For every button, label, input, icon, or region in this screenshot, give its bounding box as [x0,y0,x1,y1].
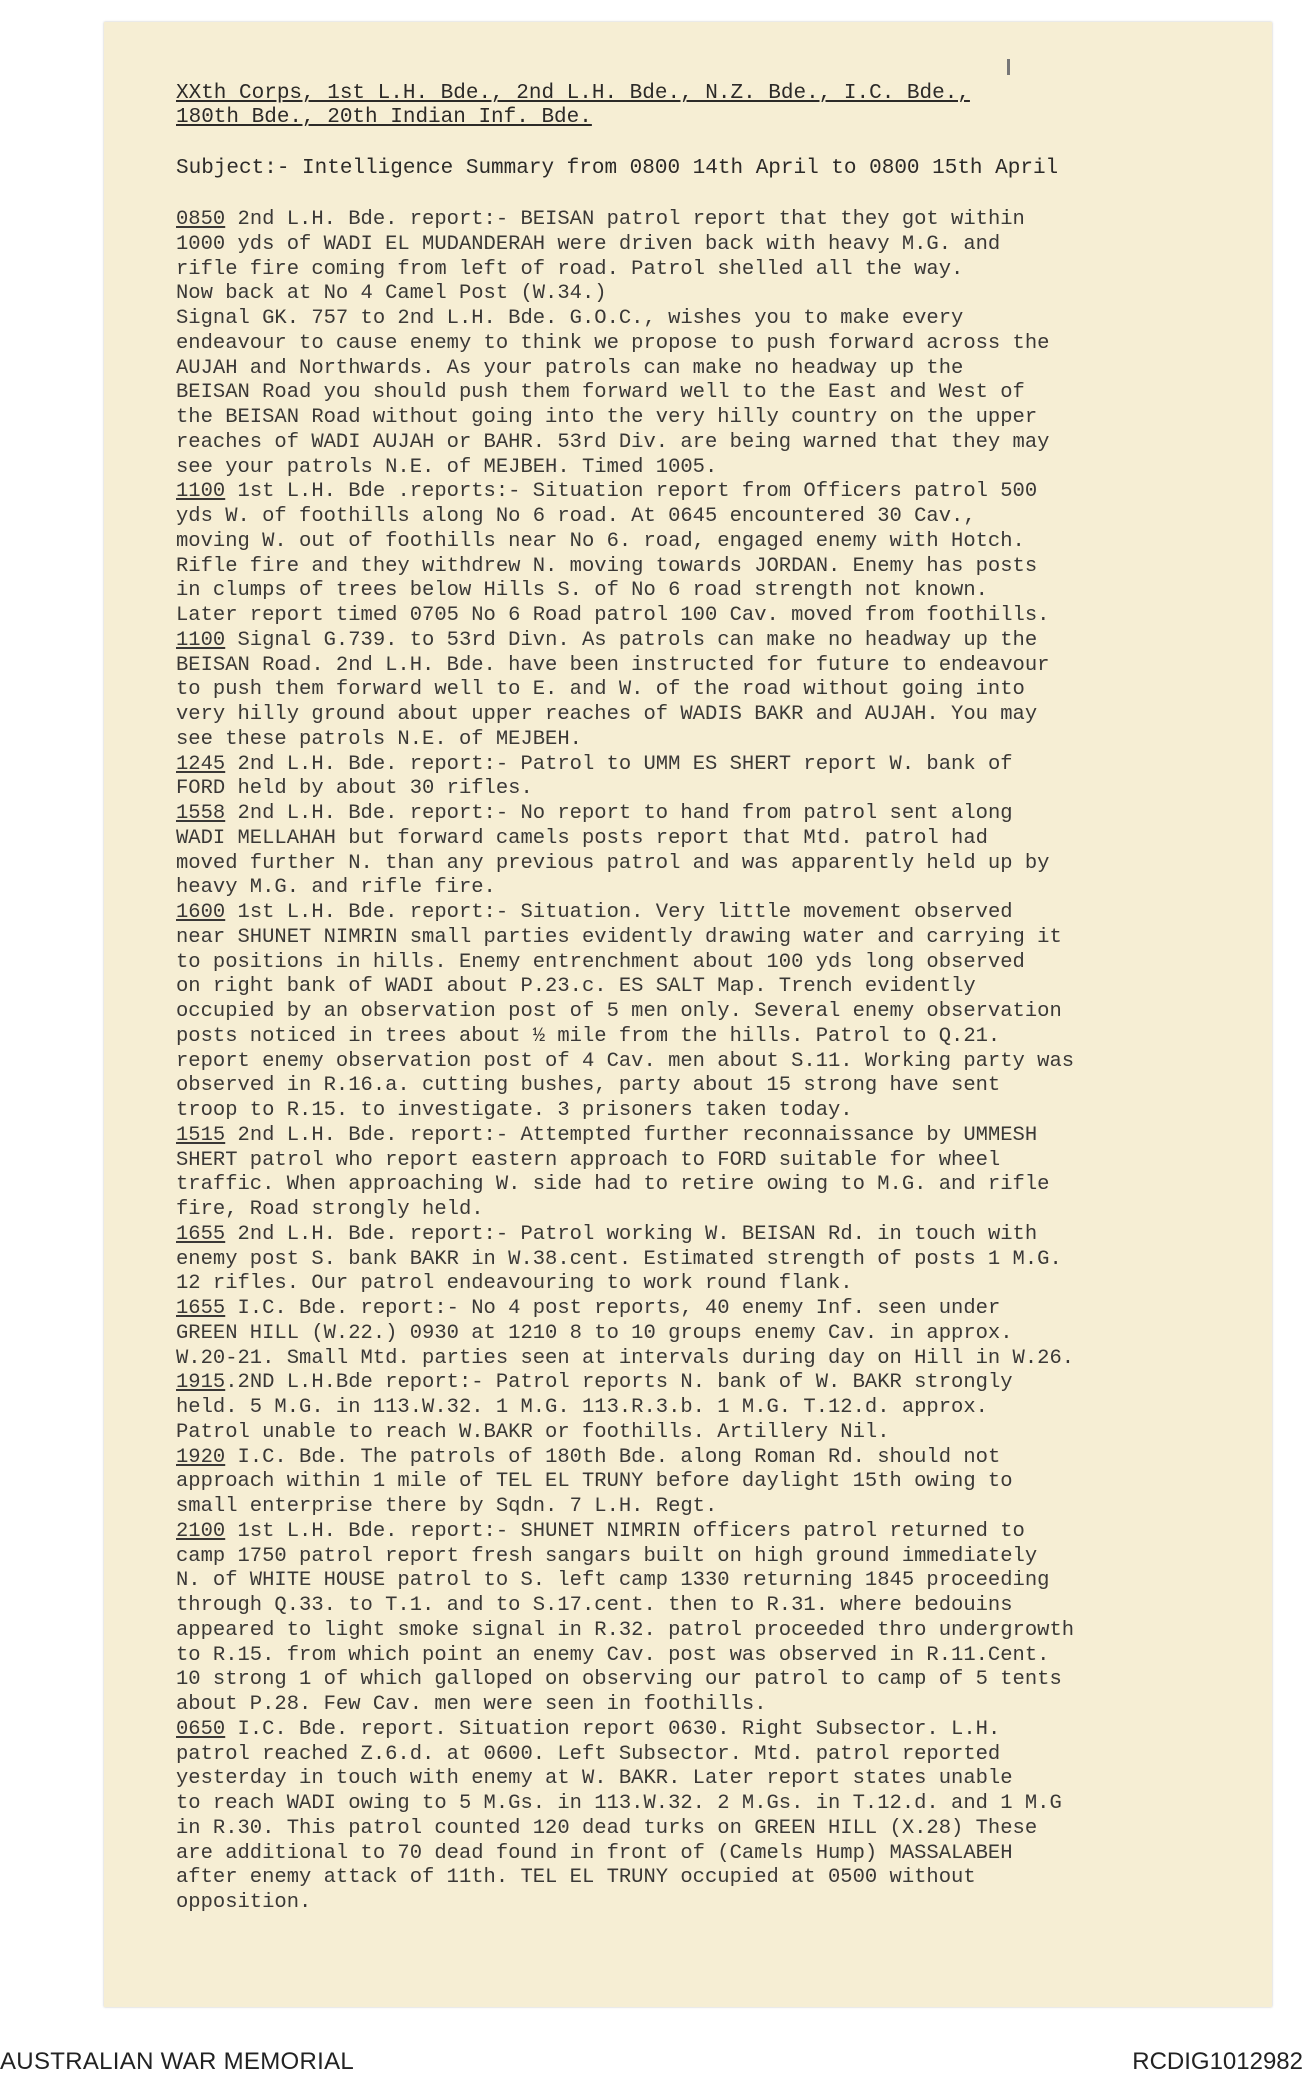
entry-time: 1245 [176,752,226,776]
entry-time: 1100 [176,628,226,652]
footer-record-id: RCDIG1012982 [1132,2048,1303,2075]
line-text: held. 5 M.G. in 113.W.32. 1 M.G. 113.R.3.b. 1 M.G. T.12.d. approx. [176,1396,988,1419]
summary-line [176,332,1271,357]
summary-line [176,1644,1271,1669]
summary-line [176,1817,1271,1842]
line-text: troop to R.15. to investigate. 3 prisoners taken today. [176,1099,853,1122]
line-text: Later report timed 0705 No 6 Road patrol 100 Cav. moved from foothills. [176,604,1050,627]
line-text: 2nd L.H. Bde. report:- Attempted further reconnaissance by UMMESH [225,1123,1038,1147]
summary-line [176,1743,1271,1768]
line-text: 2nd L.H. Bde. report:- BEISAN patrol report that they got within [225,208,1025,231]
line-text: camp 1750 patrol report fresh sangars built on high ground immediately [176,1544,1038,1568]
line-text: 10 strong 1 of which galloped on observing our patrol to camp of 5 tents [176,1668,1062,1692]
summary-line [176,678,1271,703]
summary-line [176,357,1271,382]
line-text: fire, Road strongly held. [176,1198,484,1221]
line-text: Rifle fire and they withdrew N. moving towards JORDAN. Enemy has posts [176,554,1038,578]
line-text: Signal G.739. to 53rd Divn. As patrols can make no headway up the [225,628,1038,652]
line-text: after enemy attack of 11th. TEL EL TRUNY occupied at 0500 without [176,1866,976,1890]
line-text: rifle fire coming from left of road. Patrol shelled all the way. [176,257,964,281]
subject-line: Subject:- Intelligence Summary from 0800 14th April to 0800 15th April [176,157,1059,180]
line-text: WADI MELLAHAH but forward camels posts report that Mtd. patrol had [176,826,988,850]
summary-line [176,728,1271,753]
summary-line [176,381,1271,406]
summary-line [176,1569,1271,1594]
summary-line [176,431,1271,456]
line-text: 1000 yds of WADI EL MUDANDERAH were driven back with heavy M.G. and [176,232,1001,256]
line-text: to positions in hills. Enemy entrenchment about 100 yds long observed [176,950,1025,974]
summary-line [176,208,1271,233]
summary-line [176,777,1271,802]
line-text: 1st L.H. Bde. report:- SHUNET NIMRIN officers patrol returned to [225,1519,1025,1543]
summary-line [176,1347,1271,1372]
line-text: .2ND L.H.Bde report:- Patrol reports N. bank of W. BAKR strongly [225,1371,1013,1395]
summary-line [176,480,1271,505]
line-text: through Q.33. to T.1. and to S.17.cent. then to R.31. where bedouins [176,1594,1013,1617]
line-text: observed in R.16.a. cutting bushes, party about 15 strong have sent [176,1074,1001,1098]
summary-line [176,876,1271,901]
summary-body [176,208,1271,1916]
summary-line [176,1173,1271,1198]
summary-line [176,1470,1271,1495]
line-text: W.20-21. Small Mtd. parties seen at intervals during day on Hill in W.26. [176,1346,1075,1370]
line-text: Patrol unable to reach W.BAKR or foothills. Artillery Nil. [176,1420,890,1444]
line-text: the BEISAN Road without going into the very hilly country on the upper [176,406,1038,429]
line-text: 12 rifles. Our patrol endeavouring to work round flank. [176,1272,853,1296]
summary-line [176,827,1271,852]
line-text: enemy post S. bank BAKR in W.38.cent. Estimated strength of posts 1 M.G. [176,1247,1062,1271]
line-text: 1st L.H. Bde. report:- Situation. Very little movement observed [225,901,1013,924]
summary-line [176,1545,1271,1570]
line-text: in R.30. This patrol counted 120 dead turks on GREEN HILL (X.28) These [176,1816,1038,1840]
entry-time: 1655 [176,1297,226,1320]
line-text: to reach WADI owing to 5 M.Gs. in 113.W.32. 2 M.Gs. in T.12.d. and 1 M.G [176,1792,1062,1815]
summary-line [176,1074,1271,1099]
line-text: 2nd L.H. Bde. report:- Patrol to UMM ES SHERT report W. bank of [225,752,1013,776]
summary-line [176,1223,1271,1248]
line-text: I.C. Bde. report. Situation report 0630. Right Subsector. L.H. [225,1717,1001,1741]
entry-time: 1100 [176,480,226,504]
line-text: yds W. of foothills along No 6 road. At 0645 encountered 30 Cav., [176,505,976,528]
line-text: see these patrols N.E. of MEJBEH. [176,727,582,751]
summary-line [176,282,1271,307]
summary-line [176,629,1271,654]
summary-line [176,1842,1271,1867]
line-text: moved further N. than any previous patrol and was apparently held up by [176,851,1050,875]
summary-line [176,1322,1271,1347]
footer-institution: AUSTRALIAN WAR MEMORIAL [0,2048,355,2075]
line-text: small enterprise there by Sqdn. 7 L.H. Regt. [176,1495,718,1518]
line-text: opposition. [176,1891,312,1914]
line-text: report enemy observation post of 4 Cav. men about S.11. Working party was [176,1049,1075,1073]
distribution-header [176,82,970,130]
line-text: on right bank of WADI about P.23.c. ES SALT Map. Trench evidently [176,975,976,999]
line-text: I.C. Bde. report:- No 4 post reports, 40 enemy Inf. seen under [225,1297,1001,1320]
line-text: to R.15. from which point an enemy Cav. post was observed in R.11.Cent. [176,1643,1050,1667]
entry-time: 2100 [176,1519,226,1543]
line-text: in clumps of trees below Hills S. of No 6 road strength not known. [176,579,988,603]
summary-line [176,1000,1271,1025]
line-text: reaches of WADI AUJAH or BAHR. 53rd Div. are being warned that they may [176,430,1050,454]
line-text: yesterday in touch with enemy at W. BAKR. Later report states unable [176,1767,1013,1791]
summary-line [176,456,1271,481]
line-text: endeavour to cause enemy to think we propose to push forward across the [176,331,1050,355]
summary-line [176,1792,1271,1817]
line-text: approach within 1 mile of TEL EL TRUNY before daylight 15th owing to [176,1470,1013,1494]
line-text: Signal GK. 757 to 2nd L.H. Bde. G.O.C., wishes you to make every [176,307,964,330]
line-text: 1st L.H. Bde .reports:- Situation report from Officers patrol 500 [225,480,1038,504]
summary-line [176,951,1271,976]
entry-time: 1915 [176,1371,226,1395]
line-text: see your patrols N.E. of MEJBEH. Timed 1005. [176,455,718,479]
summary-line [176,530,1271,555]
summary-line [176,703,1271,728]
pencil-mark [1007,59,1010,75]
header-line: 180th Bde., 20th Indian Inf. Bde. [176,106,592,129]
line-text: FORD held by about 30 rifles. [176,777,533,801]
line-text: BEISAN Road. 2nd L.H. Bde. have been instructed for future to endeavour [176,653,1050,677]
summary-line [176,802,1271,827]
summary-line [176,1050,1271,1075]
summary-line [176,975,1271,1000]
line-text: I.C. Bde. The patrols of 180th Bde. along Roman Rd. should not [225,1445,1001,1469]
summary-line [176,1866,1271,1891]
line-text: near SHUNET NIMRIN small parties evidently drawing water and carrying it [176,925,1062,949]
summary-line [176,1421,1271,1446]
line-text: to push them forward well to E. and W. of the road without going into [176,678,1025,702]
line-text: 2nd L.H. Bde. report:- Patrol working W. BEISAN Rd. in touch with [225,1222,1038,1246]
line-text: posts noticed in trees about ½ mile from the hills. Patrol to Q.21. [176,1024,1001,1048]
summary-line [176,406,1271,431]
entry-time: 1655 [176,1222,226,1246]
summary-line [176,1371,1271,1396]
summary-line [176,1619,1271,1644]
summary-line [176,233,1271,258]
summary-line [176,1198,1271,1223]
document-page [104,22,1272,2007]
entry-time: 1515 [176,1123,226,1147]
line-text: very hilly ground about upper reaches of WADIS BAKR and AUJAH. You may [176,703,1038,726]
line-text: are additional to 70 dead found in front of (Camels Hump) MASSALABEH [176,1841,1013,1865]
line-text: SHERT patrol who report eastern approach to FORD suitable for wheel [176,1148,1001,1172]
entry-time: 1920 [176,1445,226,1469]
summary-line [176,926,1271,951]
line-text: AUJAH and Northwards. As your patrols can make no headway up the [176,356,964,380]
line-text: appeared to light smoke signal in R.32. patrol proceeded thro undergrowth [176,1618,1075,1642]
summary-line [176,1767,1271,1792]
summary-line [176,1297,1271,1322]
entry-time: 1600 [176,901,226,924]
summary-line [176,258,1271,283]
summary-line [176,1124,1271,1149]
summary-line [176,1248,1271,1273]
summary-line [176,1594,1271,1619]
summary-line [176,1718,1271,1743]
summary-line [176,1099,1271,1124]
line-text: N. of WHITE HOUSE patrol to S. left camp 1330 returning 1845 proceeding [176,1569,1050,1593]
summary-line [176,1396,1271,1421]
summary-line [176,654,1271,679]
line-text: about P.28. Few Cav. men were seen in foothills. [176,1693,767,1716]
summary-line [176,1520,1271,1545]
summary-line [176,852,1271,877]
line-text: heavy M.G. and rifle fire. [176,876,496,900]
summary-line [176,1668,1271,1693]
entry-time: 1558 [176,802,226,825]
line-text: traffic. When approaching W. side had to retire owing to M.G. and rifle [176,1173,1050,1197]
line-text: occupied by an observation post of 5 men only. Several enemy observation [176,1000,1062,1023]
summary-line [176,1149,1271,1174]
line-text: 2nd L.H. Bde. report:- No report to hand from patrol sent along [225,802,1013,825]
summary-line [176,1446,1271,1471]
line-text: moving W. out of foothills near No 6. road, engaged enemy with Hotch. [176,529,1025,553]
line-text: GREEN HILL (W.22.) 0930 at 1210 8 to 10 groups enemy Cav. in approx. [176,1321,1013,1345]
header-line: XXth Corps, 1st L.H. Bde., 2nd L.H. Bde., N.Z. Bde., I.C. Bde., [176,82,970,105]
summary-line [176,1495,1271,1520]
summary-line [176,505,1271,530]
summary-line [176,753,1271,778]
summary-line [176,1272,1271,1297]
line-text: BEISAN Road you should push them forward well to the East and West of [176,381,1025,405]
summary-line [176,1025,1271,1050]
summary-line [176,1891,1271,1916]
summary-line [176,1693,1271,1718]
summary-line [176,604,1271,629]
line-text: patrol reached Z.6.d. at 0600. Left Subsector. Mtd. patrol reported [176,1742,1001,1766]
line-text: Now back at No 4 Camel Post (W.34.) [176,282,607,306]
entry-time: 0650 [176,1717,226,1741]
summary-line [176,555,1271,580]
summary-line [176,307,1271,332]
summary-line [176,901,1271,926]
summary-line [176,579,1271,604]
entry-time: 0850 [176,208,226,231]
